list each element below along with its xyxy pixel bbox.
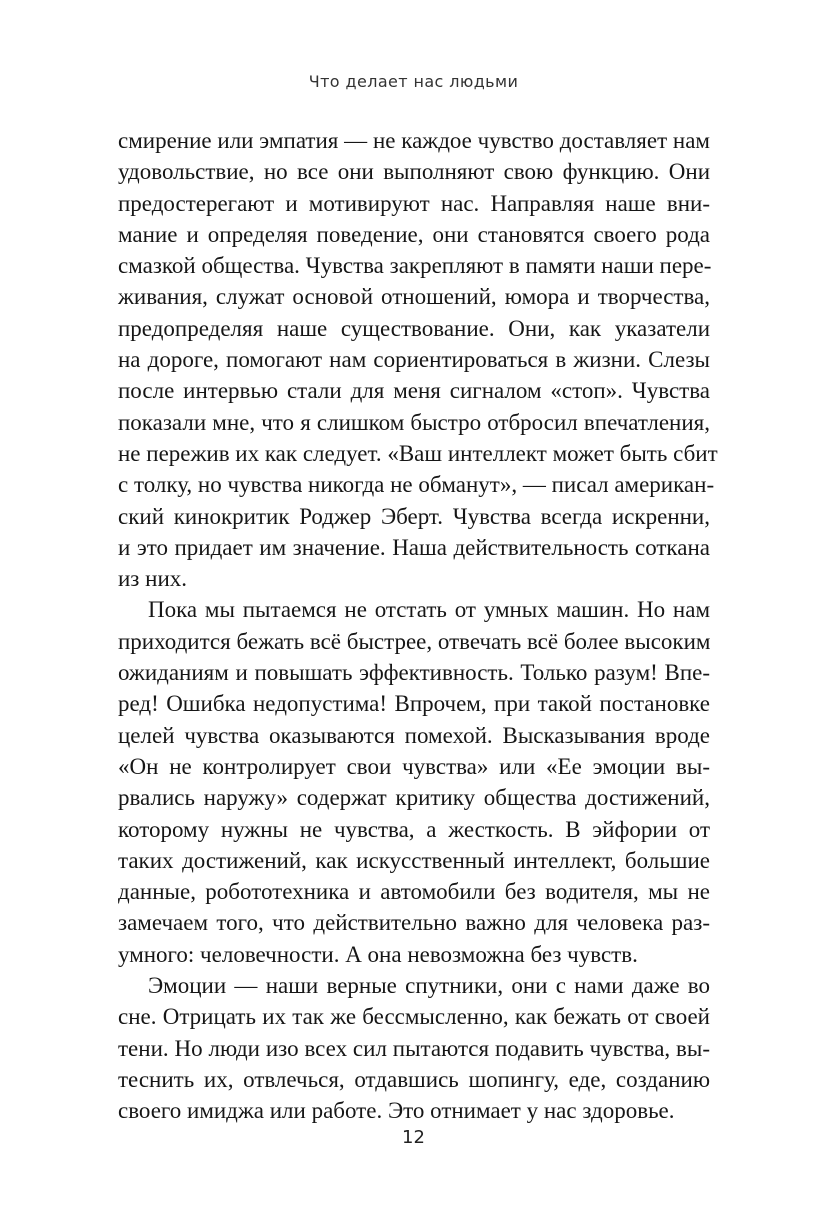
paragraph-3 <box>118 970 710 1126</box>
text-line: Эмоции — наши верные спутники, они с нами даже во <box>148 973 710 999</box>
text-line: не пережив их как следует. «Ваш интеллект может быть сбит <box>118 440 718 466</box>
text-line: замечаем того, что действительно важно для человека раз- <box>118 910 710 936</box>
text-line: смазкой общества. Чувства закрепляют в памяти наши пере- <box>118 253 712 279</box>
paragraph-2 <box>118 594 710 970</box>
text-line: с толку, но чувства никогда не обманут», — писал американ- <box>118 472 715 498</box>
text-line: умного: человечности. А она невозможна без чувств. <box>118 941 638 967</box>
text-line: приходится бежать всё быстрее, отвечать всё более высоким <box>118 628 711 654</box>
text-line: удовольствие, но все они выполняют свою функцию. Они <box>118 159 710 185</box>
text-line: ский кинокритик Роджер Эберт. Чувства всегда искренни, <box>118 503 710 529</box>
text-line: рвались наружу» содержат критику общества достижений, <box>118 785 710 811</box>
text-line: ожиданиям и повышать эффективность. Только разум! Впе- <box>118 660 710 686</box>
text-line: которому нужны не чувства, а жесткость. В эйфории от <box>118 816 710 842</box>
text-line: живания, служат основой отношений, юмора и творчества, <box>118 284 710 310</box>
text-line: смирение или эмпатия — не каждое чувство доставляет нам <box>118 128 710 153</box>
text-line: таких достижений, как искусственный интеллект, большие <box>118 847 710 873</box>
text-line: предопределяя наше существование. Они, как указатели <box>118 315 710 341</box>
text-line: данные, робототехника и автомобили без водителя, мы не <box>118 879 710 905</box>
text-line: теснить их, отвлечься, отдавшись шопингу, еде, созданию <box>118 1066 710 1092</box>
text-line: из них. <box>118 566 188 592</box>
text-line: Пока мы пытаемся не отстать от умных машин. Но нам <box>148 597 710 623</box>
text-line: ред! Ошибка недопустима! Впрочем, при такой постановке <box>118 691 710 717</box>
text-line: «Он не контролирует свои чувства» или «Ее эмоции вы- <box>118 753 710 779</box>
text-line: мание и определяя поведение, они становятся своего рода <box>118 221 710 247</box>
running-head: Что делает нас людьми <box>308 72 519 91</box>
text-line: тени. Но люди изо всех сил пытаются подавить чувства, вы- <box>118 1035 710 1061</box>
text-line: и это придает им значение. Наша действительность соткана <box>118 534 710 560</box>
paragraph-1 <box>118 125 718 594</box>
text-line: показали мне, что я слишком быстро отбросил впечатления, <box>118 409 710 435</box>
body-text <box>118 125 718 1127</box>
text-line: своего имиджа или работе. Это отнимает у нас здоровье. <box>118 1098 675 1124</box>
text-line: после интервью стали для меня сигналом «стоп». Чувства <box>118 378 710 404</box>
text-line: целей чувства оказываются помехой. Высказывания вроде <box>118 722 710 748</box>
text-line: на дороге, помогают нам сориентироваться в жизни. Слезы <box>118 347 710 373</box>
text-line: предостерегают и мотивируют нас. Направляя наше вни- <box>118 190 710 216</box>
page-number: 12 <box>402 1127 425 1148</box>
text-line: сне. Отрицать их так же бессмысленно, как бежать от своей <box>118 1004 710 1030</box>
